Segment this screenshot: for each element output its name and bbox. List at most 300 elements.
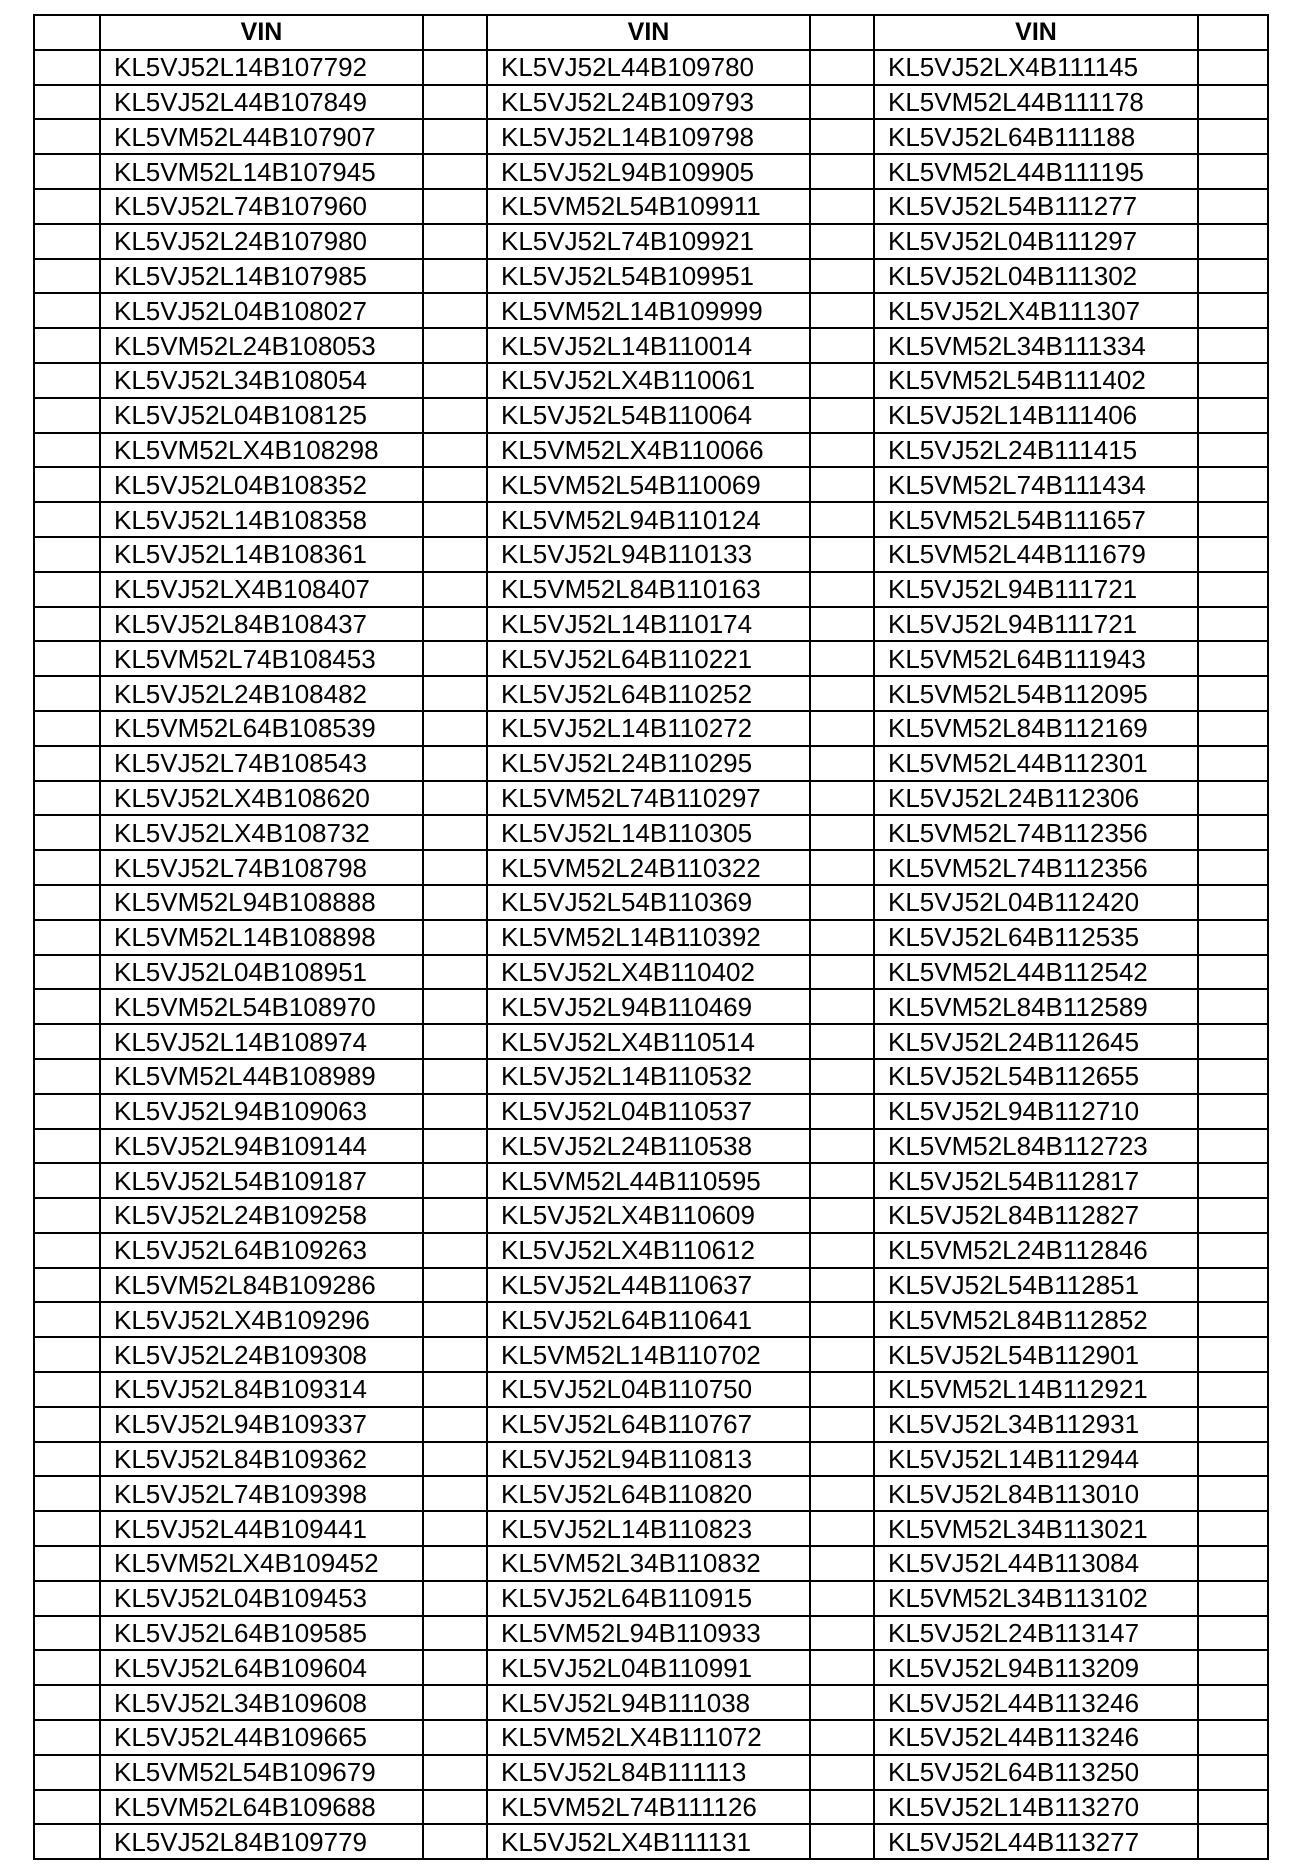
table-row xyxy=(34,1233,1268,1268)
blank-cell xyxy=(1198,467,1268,502)
blank-cell xyxy=(1198,119,1268,154)
blank-cell xyxy=(423,467,487,502)
blank-cell xyxy=(810,433,874,468)
vin-cell: KL5VJ52L04B108027 xyxy=(100,293,423,328)
vin-cell: KL5VJ52L84B112827 xyxy=(874,1198,1198,1233)
vin-cell: KL5VJ52LX4B110514 xyxy=(487,1024,810,1059)
vin-cell: KL5VM52L84B112589 xyxy=(874,989,1198,1024)
blank-cell xyxy=(1198,1163,1268,1198)
blank-cell xyxy=(34,1337,100,1372)
blank-cell xyxy=(423,1372,487,1407)
blank-cell xyxy=(1198,363,1268,398)
blank-cell xyxy=(423,50,487,85)
blank-cell xyxy=(1198,1302,1268,1337)
blank-cell xyxy=(423,1302,487,1337)
vin-cell: KL5VM52L44B107907 xyxy=(100,119,423,154)
blank-cell xyxy=(810,1094,874,1129)
blank-cell xyxy=(810,781,874,816)
blank-cell xyxy=(423,1720,487,1755)
table-row xyxy=(34,781,1268,816)
blank-cell xyxy=(1198,259,1268,294)
blank-cell xyxy=(423,815,487,850)
vin-cell: KL5VJ52L44B107849 xyxy=(100,85,423,120)
blank-cell xyxy=(810,1233,874,1268)
blank-cell xyxy=(1198,850,1268,885)
vin-cell: KL5VM52L84B109286 xyxy=(100,1268,423,1303)
vin-cell: KL5VJ52L14B112944 xyxy=(874,1442,1198,1477)
vin-cell: KL5VJ52L94B109063 xyxy=(100,1094,423,1129)
vin-cell: KL5VJ52L14B108974 xyxy=(100,1024,423,1059)
blank-cell xyxy=(1198,1129,1268,1164)
blank-cell xyxy=(1198,1511,1268,1546)
blank-cell xyxy=(810,1824,874,1859)
vin-cell: KL5VM52L44B108989 xyxy=(100,1059,423,1094)
vin-cell: KL5VM52L24B110322 xyxy=(487,850,810,885)
blank-cell xyxy=(1198,1337,1268,1372)
vin-cell: KL5VM52L54B110069 xyxy=(487,467,810,502)
blank-cell xyxy=(1198,676,1268,711)
blank-cell xyxy=(423,1685,487,1720)
vin-cell: KL5VJ52L24B107980 xyxy=(100,224,423,259)
blank-cell xyxy=(1198,1616,1268,1651)
blank-cell xyxy=(1198,537,1268,572)
blank-cell xyxy=(1198,641,1268,676)
vin-cell: KL5VM52L54B112095 xyxy=(874,676,1198,711)
blank-cell xyxy=(34,607,100,642)
blank-cell xyxy=(1198,1198,1268,1233)
blank-cell xyxy=(810,1337,874,1372)
blank-cell xyxy=(1198,502,1268,537)
blank-cell xyxy=(1198,1372,1268,1407)
blank-cell xyxy=(34,572,100,607)
vin-cell: KL5VM52L14B108898 xyxy=(100,920,423,955)
table-row xyxy=(34,1337,1268,1372)
vin-cell: KL5VM52L74B112356 xyxy=(874,815,1198,850)
blank-cell xyxy=(423,676,487,711)
vin-cell: KL5VM52L54B109679 xyxy=(100,1755,423,1790)
vin-cell: KL5VJ52L84B113010 xyxy=(874,1476,1198,1511)
vin-cell: KL5VJ52LX4B110402 xyxy=(487,955,810,990)
blank-cell xyxy=(1198,1059,1268,1094)
vin-cell: KL5VJ52L54B110369 xyxy=(487,885,810,920)
blank-cell xyxy=(34,154,100,189)
blank-header-cell xyxy=(34,15,100,50)
blank-cell xyxy=(1198,1790,1268,1825)
blank-cell xyxy=(810,885,874,920)
vin-cell: KL5VJ52L74B108798 xyxy=(100,850,423,885)
vin-cell: KL5VJ52L14B110305 xyxy=(487,815,810,850)
blank-cell xyxy=(1198,328,1268,363)
blank-cell xyxy=(34,1059,100,1094)
vin-cell: KL5VJ52L94B109337 xyxy=(100,1407,423,1442)
table-row xyxy=(34,1024,1268,1059)
blank-cell xyxy=(423,781,487,816)
vin-cell: KL5VJ52L74B108543 xyxy=(100,746,423,781)
blank-cell xyxy=(1198,1233,1268,1268)
blank-cell xyxy=(423,1616,487,1651)
vin-cell: KL5VJ52LX4B108407 xyxy=(100,572,423,607)
vin-cell: KL5VM52L74B110297 xyxy=(487,781,810,816)
blank-cell xyxy=(423,1233,487,1268)
vin-cell: KL5VJ52L64B109604 xyxy=(100,1650,423,1685)
table-row xyxy=(34,502,1268,537)
vin-cell: KL5VJ52L14B113270 xyxy=(874,1790,1198,1825)
blank-cell xyxy=(423,1511,487,1546)
blank-cell xyxy=(1198,1581,1268,1616)
blank-cell xyxy=(810,293,874,328)
blank-cell xyxy=(1198,433,1268,468)
vin-cell: KL5VJ52L14B110532 xyxy=(487,1059,810,1094)
table-row xyxy=(34,1616,1268,1651)
blank-cell xyxy=(34,1685,100,1720)
table-row xyxy=(34,1546,1268,1581)
vin-cell: KL5VM52L74B111434 xyxy=(874,467,1198,502)
blank-cell xyxy=(810,1059,874,1094)
table-row xyxy=(34,989,1268,1024)
blank-cell xyxy=(423,1163,487,1198)
blank-cell xyxy=(423,433,487,468)
blank-cell xyxy=(810,224,874,259)
table-row xyxy=(34,1442,1268,1477)
blank-cell xyxy=(423,1407,487,1442)
vin-cell: KL5VJ52L84B111113 xyxy=(487,1755,810,1790)
blank-cell xyxy=(1198,1650,1268,1685)
blank-cell xyxy=(34,1233,100,1268)
blank-cell xyxy=(1198,955,1268,990)
blank-cell xyxy=(810,920,874,955)
blank-cell xyxy=(1198,1824,1268,1859)
table-row xyxy=(34,1094,1268,1129)
vin-cell: KL5VM52L44B112301 xyxy=(874,746,1198,781)
blank-cell xyxy=(1198,1755,1268,1790)
vin-cell: KL5VJ52L24B112645 xyxy=(874,1024,1198,1059)
vin-cell: KL5VJ52L64B110820 xyxy=(487,1476,810,1511)
blank-cell xyxy=(810,955,874,990)
vin-cell: KL5VJ52L94B110469 xyxy=(487,989,810,1024)
blank-cell xyxy=(34,502,100,537)
vin-cell: KL5VJ52L94B110813 xyxy=(487,1442,810,1477)
blank-cell xyxy=(1198,1094,1268,1129)
vin-cell: KL5VJ52L24B109793 xyxy=(487,85,810,120)
table-row xyxy=(34,293,1268,328)
table-row xyxy=(34,1511,1268,1546)
table-row xyxy=(34,1790,1268,1825)
table-row xyxy=(34,676,1268,711)
vin-cell: KL5VM52L44B111679 xyxy=(874,537,1198,572)
vin-cell: KL5VM52L34B113102 xyxy=(874,1581,1198,1616)
table-row xyxy=(34,85,1268,120)
vin-cell: KL5VM52LX4B108298 xyxy=(100,433,423,468)
blank-cell xyxy=(423,1337,487,1372)
table-row xyxy=(34,746,1268,781)
vin-cell: KL5VJ52L14B110272 xyxy=(487,711,810,746)
vin-cell: KL5VM52L14B110702 xyxy=(487,1337,810,1372)
blank-cell xyxy=(34,189,100,224)
table-row xyxy=(34,920,1268,955)
blank-cell xyxy=(423,328,487,363)
blank-cell xyxy=(34,119,100,154)
vin-cell: KL5VJ52L44B109780 xyxy=(487,50,810,85)
vin-cell: KL5VJ52L14B110174 xyxy=(487,607,810,642)
blank-cell xyxy=(423,885,487,920)
table-row xyxy=(34,189,1268,224)
blank-cell xyxy=(423,746,487,781)
blank-cell xyxy=(1198,746,1268,781)
vin-cell: KL5VJ52L64B110767 xyxy=(487,1407,810,1442)
blank-cell xyxy=(1198,607,1268,642)
blank-cell xyxy=(810,328,874,363)
vin-table-body xyxy=(34,50,1268,1859)
vin-cell: KL5VM52L24B108053 xyxy=(100,328,423,363)
blank-cell xyxy=(810,607,874,642)
blank-cell xyxy=(423,1094,487,1129)
blank-cell xyxy=(810,259,874,294)
blank-cell xyxy=(810,815,874,850)
blank-cell xyxy=(34,1755,100,1790)
vin-cell: KL5VJ52L44B109441 xyxy=(100,1511,423,1546)
vin-cell: KL5VM52L44B111178 xyxy=(874,85,1198,120)
table-row xyxy=(34,1685,1268,1720)
vin-cell: KL5VM52L14B112921 xyxy=(874,1372,1198,1407)
vin-cell: KL5VJ52L94B110133 xyxy=(487,537,810,572)
blank-cell xyxy=(423,1268,487,1303)
vin-cell: KL5VJ52L94B111721 xyxy=(874,607,1198,642)
table-row xyxy=(34,1372,1268,1407)
blank-cell xyxy=(810,363,874,398)
vin-column-header: VIN xyxy=(100,15,423,50)
blank-cell xyxy=(34,328,100,363)
header-row xyxy=(34,15,1268,50)
vin-cell: KL5VJ52L04B108951 xyxy=(100,955,423,990)
vin-cell: KL5VJ52L24B113147 xyxy=(874,1616,1198,1651)
vin-cell: KL5VM52L84B112852 xyxy=(874,1302,1198,1337)
blank-cell xyxy=(34,989,100,1024)
vin-cell: KL5VM52LX4B110066 xyxy=(487,433,810,468)
vin-cell: KL5VM52LX4B109452 xyxy=(100,1546,423,1581)
blank-cell xyxy=(423,85,487,120)
vin-cell: KL5VJ52L14B110014 xyxy=(487,328,810,363)
vin-cell: KL5VJ52L44B113084 xyxy=(874,1546,1198,1581)
vin-cell: KL5VM52L94B110124 xyxy=(487,502,810,537)
vin-cell: KL5VJ52LX4B111131 xyxy=(487,1824,810,1859)
blank-cell xyxy=(34,1407,100,1442)
blank-cell xyxy=(34,1476,100,1511)
vin-cell: KL5VJ52L44B113246 xyxy=(874,1720,1198,1755)
blank-cell xyxy=(423,537,487,572)
blank-cell xyxy=(810,1372,874,1407)
vin-cell: KL5VJ52L54B109951 xyxy=(487,259,810,294)
table-row xyxy=(34,259,1268,294)
blank-cell xyxy=(34,433,100,468)
vin-cell: KL5VM52L64B108539 xyxy=(100,711,423,746)
blank-cell xyxy=(1198,154,1268,189)
blank-cell xyxy=(423,1198,487,1233)
vin-cell: KL5VJ52L14B109798 xyxy=(487,119,810,154)
vin-cell: KL5VJ52L34B108054 xyxy=(100,363,423,398)
vin-cell: KL5VJ52L54B109187 xyxy=(100,1163,423,1198)
blank-cell xyxy=(34,1546,100,1581)
blank-cell xyxy=(810,1302,874,1337)
vin-cell: KL5VJ52L84B109362 xyxy=(100,1442,423,1477)
vin-cell: KL5VJ52L04B110537 xyxy=(487,1094,810,1129)
table-row xyxy=(34,1163,1268,1198)
table-row xyxy=(34,50,1268,85)
blank-cell xyxy=(423,1650,487,1685)
vin-cell: KL5VJ52L24B109258 xyxy=(100,1198,423,1233)
vin-cell: KL5VJ52L54B110064 xyxy=(487,398,810,433)
blank-cell xyxy=(810,850,874,885)
blank-cell xyxy=(1198,85,1268,120)
blank-cell xyxy=(1198,1268,1268,1303)
blank-cell xyxy=(810,1476,874,1511)
vin-cell: KL5VJ52L64B109585 xyxy=(100,1616,423,1651)
vin-cell: KL5VJ52L64B112535 xyxy=(874,920,1198,955)
table-row xyxy=(34,850,1268,885)
blank-cell xyxy=(423,1755,487,1790)
blank-cell xyxy=(34,1024,100,1059)
blank-cell xyxy=(34,746,100,781)
blank-cell xyxy=(34,1372,100,1407)
vin-cell: KL5VM52L64B109688 xyxy=(100,1790,423,1825)
vin-cell: KL5VM52L54B111402 xyxy=(874,363,1198,398)
table-row xyxy=(34,1650,1268,1685)
blank-cell xyxy=(810,1129,874,1164)
blank-cell xyxy=(1198,1476,1268,1511)
vin-cell: KL5VJ52L14B108361 xyxy=(100,537,423,572)
blank-cell xyxy=(423,920,487,955)
vin-table xyxy=(33,14,1269,1860)
blank-cell xyxy=(810,1546,874,1581)
blank-cell xyxy=(423,989,487,1024)
table-row xyxy=(34,572,1268,607)
vin-cell: KL5VM52L44B112542 xyxy=(874,955,1198,990)
vin-cell: KL5VJ52L24B112306 xyxy=(874,781,1198,816)
vin-cell: KL5VJ52L64B110221 xyxy=(487,641,810,676)
blank-cell xyxy=(423,1824,487,1859)
table-row xyxy=(34,1720,1268,1755)
vin-cell: KL5VJ52L44B113246 xyxy=(874,1685,1198,1720)
blank-cell xyxy=(1198,50,1268,85)
vin-cell: KL5VJ52LX4B108620 xyxy=(100,781,423,816)
vin-cell: KL5VJ52L74B109398 xyxy=(100,1476,423,1511)
table-row xyxy=(34,955,1268,990)
blank-cell xyxy=(34,293,100,328)
blank-cell xyxy=(810,467,874,502)
blank-cell xyxy=(423,955,487,990)
blank-cell xyxy=(1198,398,1268,433)
blank-cell xyxy=(810,1198,874,1233)
blank-cell xyxy=(810,1268,874,1303)
blank-cell xyxy=(423,850,487,885)
vin-cell: KL5VM52L74B111126 xyxy=(487,1790,810,1825)
blank-cell xyxy=(423,502,487,537)
vin-cell: KL5VJ52L24B108482 xyxy=(100,676,423,711)
vin-cell: KL5VJ52L24B110538 xyxy=(487,1129,810,1164)
blank-cell xyxy=(810,1755,874,1790)
blank-cell xyxy=(1198,1024,1268,1059)
vin-cell: KL5VJ52L34B112931 xyxy=(874,1407,1198,1442)
vin-cell: KL5VJ52L84B109779 xyxy=(100,1824,423,1859)
blank-cell xyxy=(810,502,874,537)
blank-cell xyxy=(34,50,100,85)
blank-cell xyxy=(810,85,874,120)
blank-cell xyxy=(423,259,487,294)
vin-cell: KL5VJ52L14B111406 xyxy=(874,398,1198,433)
blank-cell xyxy=(1198,989,1268,1024)
blank-cell xyxy=(34,398,100,433)
blank-cell xyxy=(34,363,100,398)
table-row xyxy=(34,607,1268,642)
table-row xyxy=(34,1476,1268,1511)
blank-cell xyxy=(810,676,874,711)
blank-cell xyxy=(1198,293,1268,328)
blank-cell xyxy=(1198,1720,1268,1755)
blank-cell xyxy=(1198,815,1268,850)
blank-cell xyxy=(1198,781,1268,816)
blank-cell xyxy=(34,537,100,572)
blank-cell xyxy=(423,293,487,328)
table-row xyxy=(34,1407,1268,1442)
vin-column-header: VIN xyxy=(487,15,810,50)
vin-cell: KL5VM52L94B110933 xyxy=(487,1616,810,1651)
blank-cell xyxy=(34,1790,100,1825)
vin-cell: KL5VJ52LX4B110609 xyxy=(487,1198,810,1233)
vin-cell: KL5VJ52L34B109608 xyxy=(100,1685,423,1720)
blank-cell xyxy=(810,1790,874,1825)
blank-cell xyxy=(34,1094,100,1129)
blank-cell xyxy=(34,259,100,294)
table-row xyxy=(34,1129,1268,1164)
vin-cell: KL5VM52L84B112723 xyxy=(874,1129,1198,1164)
vin-column-header: VIN xyxy=(874,15,1198,50)
vin-cell: KL5VJ52L94B109905 xyxy=(487,154,810,189)
blank-cell xyxy=(810,572,874,607)
blank-cell xyxy=(810,1163,874,1198)
blank-cell xyxy=(1198,711,1268,746)
blank-cell xyxy=(34,1616,100,1651)
blank-cell xyxy=(810,1650,874,1685)
blank-cell xyxy=(423,224,487,259)
blank-cell xyxy=(34,676,100,711)
blank-cell xyxy=(423,398,487,433)
blank-cell xyxy=(34,1129,100,1164)
vin-cell: KL5VJ52L64B110915 xyxy=(487,1581,810,1616)
blank-cell xyxy=(34,850,100,885)
blank-cell xyxy=(423,154,487,189)
vin-cell: KL5VM52L24B112846 xyxy=(874,1233,1198,1268)
blank-cell xyxy=(810,746,874,781)
blank-cell xyxy=(810,119,874,154)
table-row xyxy=(34,1059,1268,1094)
vin-cell: KL5VJ52L24B110295 xyxy=(487,746,810,781)
blank-cell xyxy=(34,781,100,816)
vin-cell: KL5VM52L84B110163 xyxy=(487,572,810,607)
blank-cell xyxy=(34,1198,100,1233)
blank-cell xyxy=(1198,189,1268,224)
vin-cell: KL5VM52L34B113021 xyxy=(874,1511,1198,1546)
vin-cell: KL5VJ52L64B110252 xyxy=(487,676,810,711)
vin-cell: KL5VJ52L94B112710 xyxy=(874,1094,1198,1129)
blank-cell xyxy=(34,1581,100,1616)
vin-cell: KL5VJ52L04B111302 xyxy=(874,259,1198,294)
blank-cell xyxy=(1198,920,1268,955)
vin-cell: KL5VJ52L04B110991 xyxy=(487,1650,810,1685)
blank-cell xyxy=(810,1685,874,1720)
blank-cell xyxy=(810,1442,874,1477)
blank-cell xyxy=(1198,572,1268,607)
blank-cell xyxy=(1198,1685,1268,1720)
blank-cell xyxy=(34,815,100,850)
